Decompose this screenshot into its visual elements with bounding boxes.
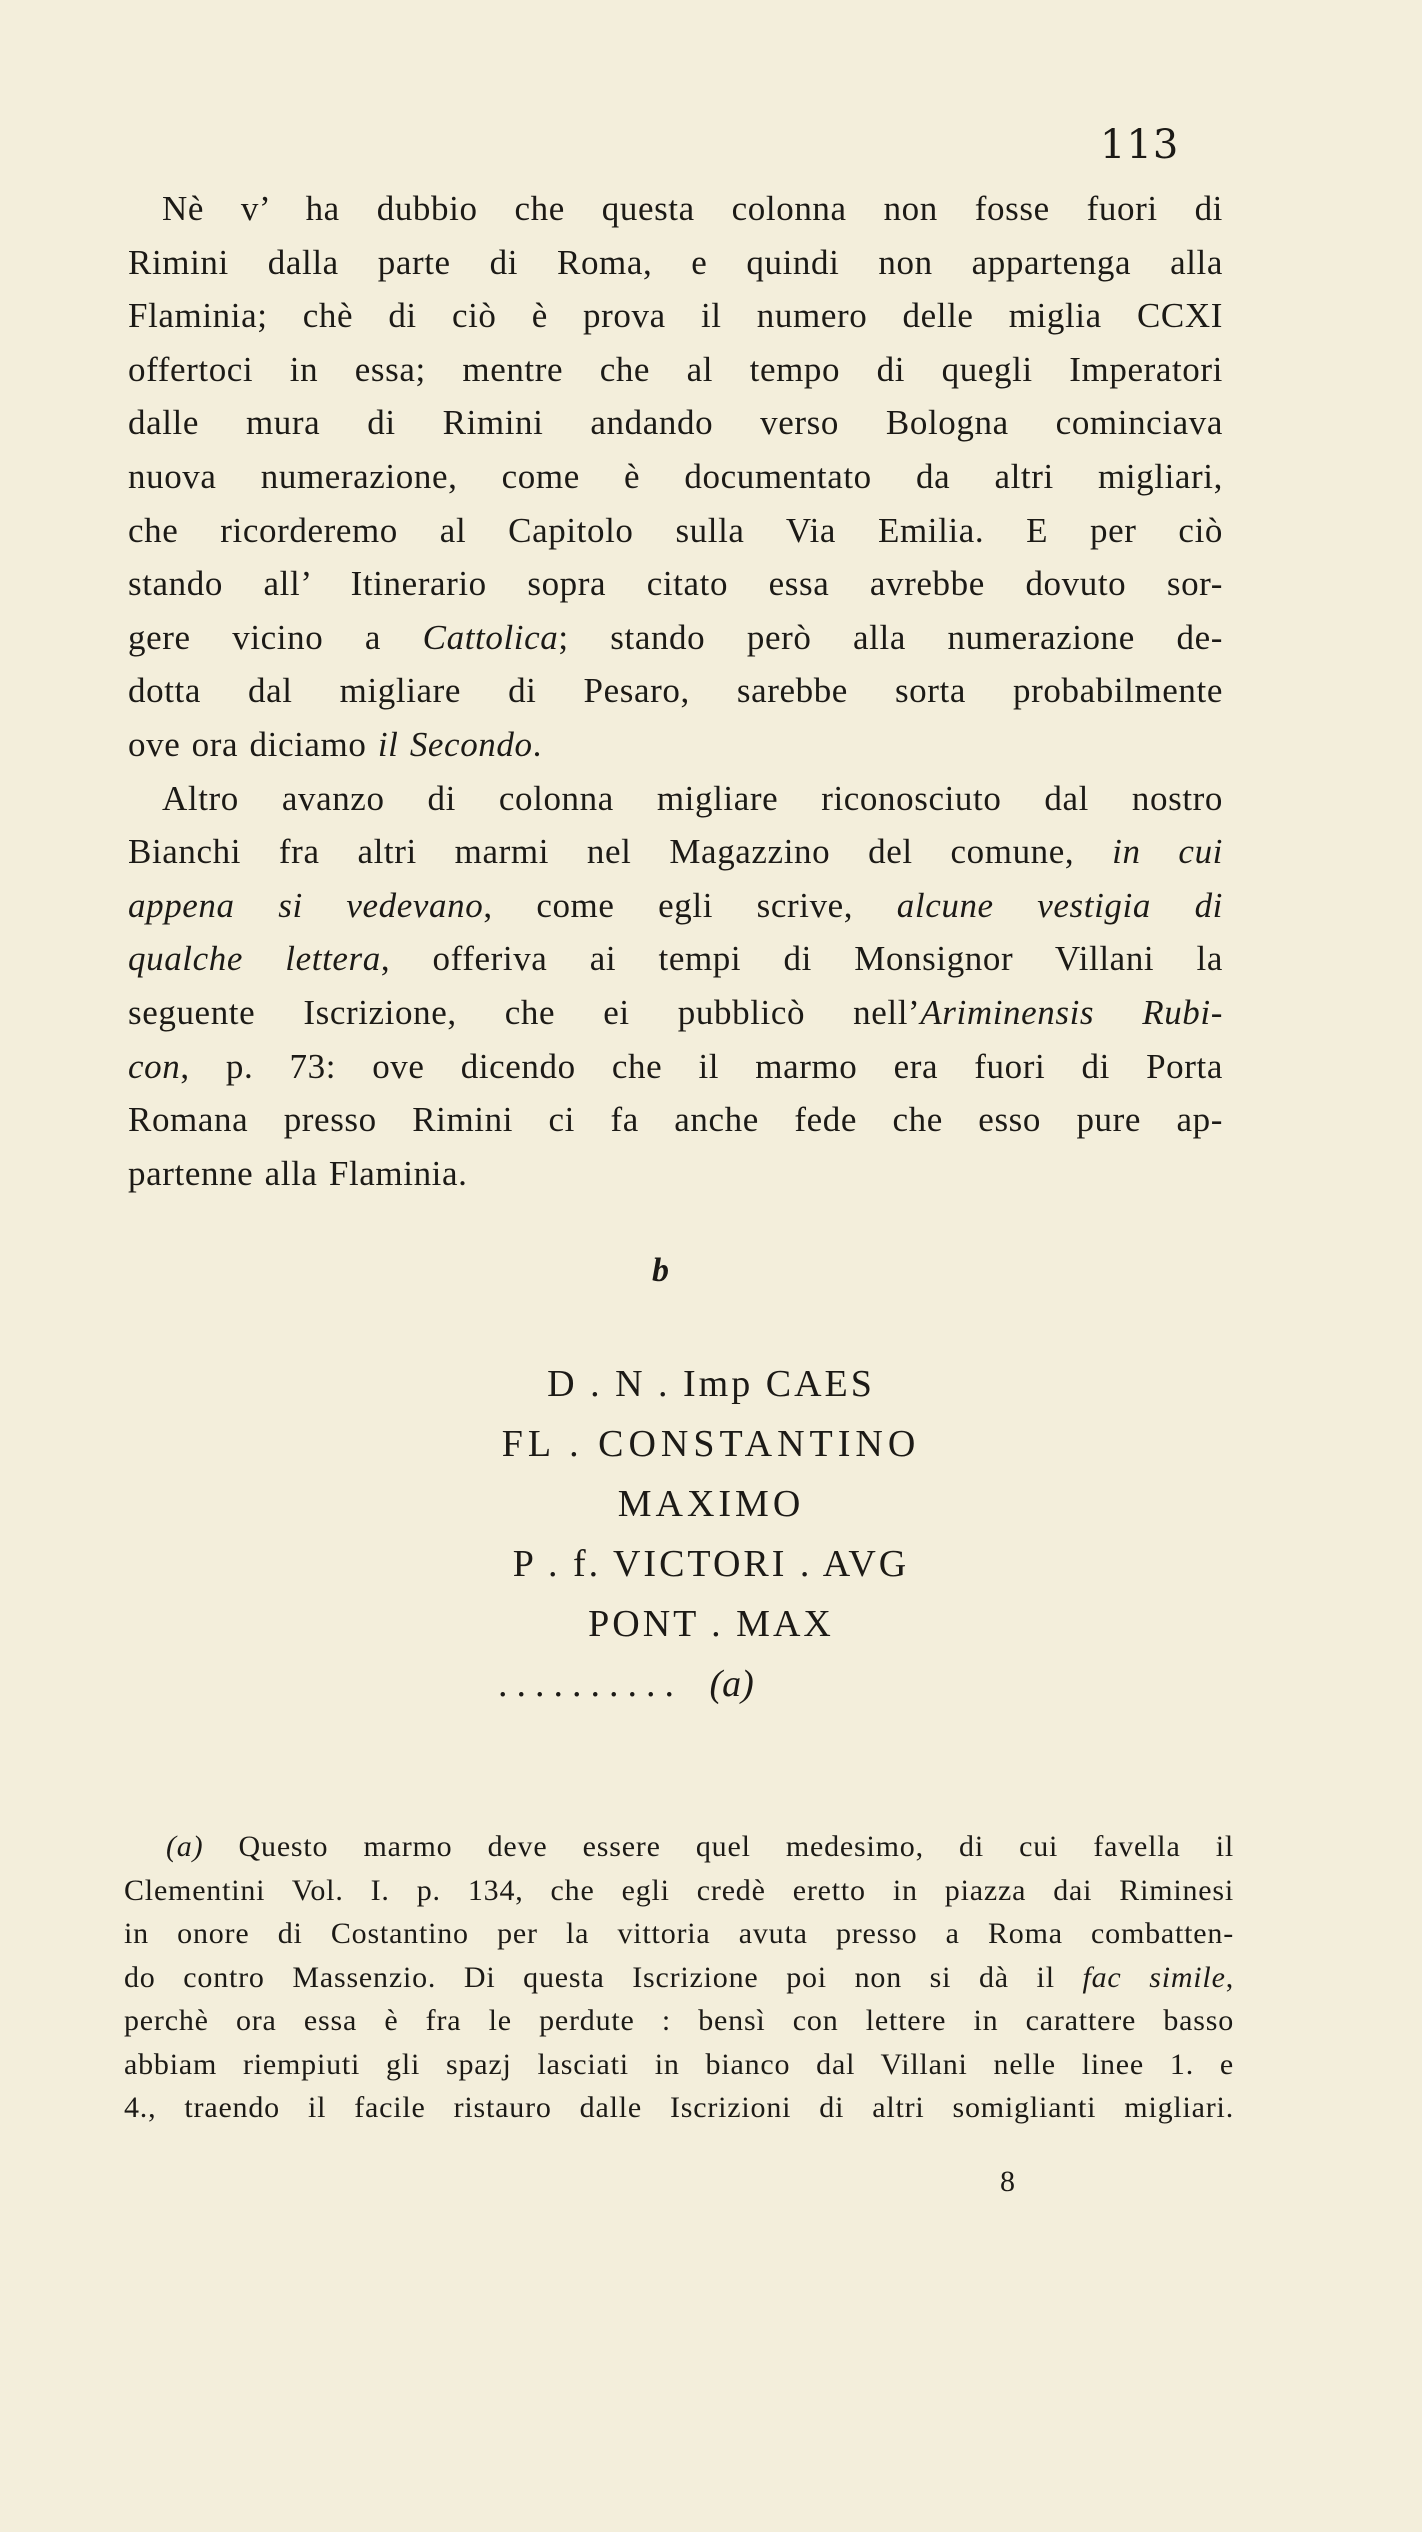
text-line <box>128 718 1223 772</box>
text-line <box>128 504 1223 558</box>
text-line <box>128 1040 1223 1094</box>
text-line <box>128 396 1223 450</box>
text-run: in onore di Costantino per la vittoria avuta presso a Roma combatten- <box>124 1917 1234 1950</box>
footnote-line <box>124 1912 1234 1956</box>
footnote-line <box>124 2086 1234 2130</box>
inscription-line-2 <box>0 1422 1422 1466</box>
text-run: dalle mura di Rimini andando verso Bologna cominciava <box>128 403 1223 443</box>
text-run: seguente Iscrizione, che ei pubblicò nell’ <box>128 992 921 1032</box>
text-line <box>128 1093 1223 1147</box>
inscription-text: D . N . Imp CAES <box>547 1363 875 1405</box>
text-run: nuova numerazione, come è documentato da altri migliari, <box>128 456 1223 496</box>
text-run: ; stando però alla numerazione de- <box>558 617 1223 657</box>
text-run: Nè v’ ha dubbio che questa colonna non fosse fuori di <box>162 189 1223 228</box>
text-run: gere vicino a <box>128 617 423 657</box>
text-line <box>128 932 1223 986</box>
text-run: dotta dal migliare di Pesaro, sarebbe sorta probabilmente <box>128 671 1223 711</box>
text-run: do contro Massenzio. Di questa Iscrizione poi non si dà il <box>124 1960 1083 1994</box>
text-run: Altro avanzo di colonna migliare riconosciuto dal nostro <box>162 778 1223 818</box>
text-run: offertoci in essa; mentre che al tempo di quegli Imperatori <box>128 349 1223 389</box>
inscription-lacuna <box>498 1662 754 1706</box>
text-line <box>128 611 1223 665</box>
page-number: 113 <box>1100 122 1180 168</box>
text-run: Flaminia; chè di ciò è prova il numero delle miglia CCXI <box>128 296 1223 336</box>
text-run: abbiam riempiuti gli spazj lasciati in bianco dal Villani nelle linee 1. e <box>124 2047 1234 2081</box>
italic-text: il Secondo <box>377 724 533 764</box>
text-run: Romana presso Rimini ci fa anche fede che esso pure ap- <box>128 1100 1223 1140</box>
footnote-line <box>124 1825 1234 1869</box>
signature-mark: 8 <box>1000 2165 1015 2198</box>
text-run: che ricorderemo al Capitolo sulla Via Emilia. E per ciò <box>128 510 1223 550</box>
inscription-siglum: b <box>652 1252 669 1289</box>
inscription-text: PONT . MAX <box>588 1603 834 1645</box>
footnote-reference: (a) <box>709 1663 754 1705</box>
text-run: . <box>532 724 542 764</box>
text-run: 4., traendo il facile ristauro dalle Iscrizioni di altri somiglianti migliari. <box>124 2091 1234 2124</box>
text-line <box>128 343 1223 397</box>
italic-text: Cattolica <box>422 617 559 657</box>
italic-text: in cui <box>1112 832 1223 872</box>
footnote-line <box>124 1956 1234 2000</box>
main-text <box>128 182 1223 1200</box>
text-line <box>128 825 1223 879</box>
text-run: Bianchi fra altri marmi nel Magazzino del comune, <box>128 832 1113 872</box>
inscription-line-1 <box>0 1362 1422 1406</box>
text-run: , <box>1225 1960 1234 1994</box>
text-line <box>128 557 1223 611</box>
lacuna-dots: .......... <box>498 1663 683 1705</box>
inscription-text: P . f. VICTORI . AVG <box>512 1543 910 1585</box>
text-line <box>128 1147 1223 1201</box>
text-line <box>128 182 1223 236</box>
text-run: stando all’ Itinerario sopra citato essa avrebbe dovuto sor- <box>128 564 1223 604</box>
italic-text: qualche lettera <box>128 939 381 979</box>
italic-text: alcune vestigia di <box>896 885 1223 925</box>
text-line <box>128 986 1223 1040</box>
text-line <box>128 879 1223 933</box>
italic-text: Ariminensis Rubi- <box>920 992 1223 1032</box>
text-run: Rimini dalla parte di Roma, e quindi non appartenga alla <box>128 242 1223 282</box>
footnote-line <box>124 1869 1234 1913</box>
text-line <box>128 772 1223 826</box>
text-line <box>128 236 1223 290</box>
text-run: ove ora diciamo <box>128 724 378 764</box>
footnote-line <box>124 2043 1234 2087</box>
text-run: , p. 73: ove dicendo che il marmo era fuori di Porta <box>180 1046 1223 1086</box>
text-line <box>128 664 1223 718</box>
italic-text: appena si vedevano <box>128 885 484 925</box>
text-line <box>128 289 1223 343</box>
inscription-line-4 <box>0 1542 1422 1586</box>
text-run: , come egli scrive, <box>483 885 897 925</box>
footnote <box>124 1825 1234 2130</box>
inscription-text: MAXIMO <box>617 1483 805 1525</box>
inscription-line-5 <box>0 1602 1422 1646</box>
text-run: perchè ora essa è fra le perdute : bensì con lettere in carattere basso <box>124 2004 1234 2037</box>
text-run: Clementini Vol. I. p. 134, che egli credè eretto in piazza dai Riminesi <box>124 1873 1234 1907</box>
text-run: Questo marmo deve essere quel medesimo, di cui favella il <box>203 1830 1234 1863</box>
text-run: partenne alla Flaminia. <box>128 1153 468 1193</box>
italic-text: (a) <box>166 1830 204 1863</box>
text-line <box>128 450 1223 504</box>
italic-text: con <box>128 1046 181 1086</box>
italic-text: fac simile <box>1082 1960 1226 1994</box>
text-run: , offeriva ai tempi di Monsignor Villani la <box>380 939 1223 979</box>
inscription-line-3 <box>0 1482 1422 1526</box>
footnote-line <box>124 1999 1234 2043</box>
inscription-text: FL . CONSTANTINO <box>501 1423 921 1465</box>
